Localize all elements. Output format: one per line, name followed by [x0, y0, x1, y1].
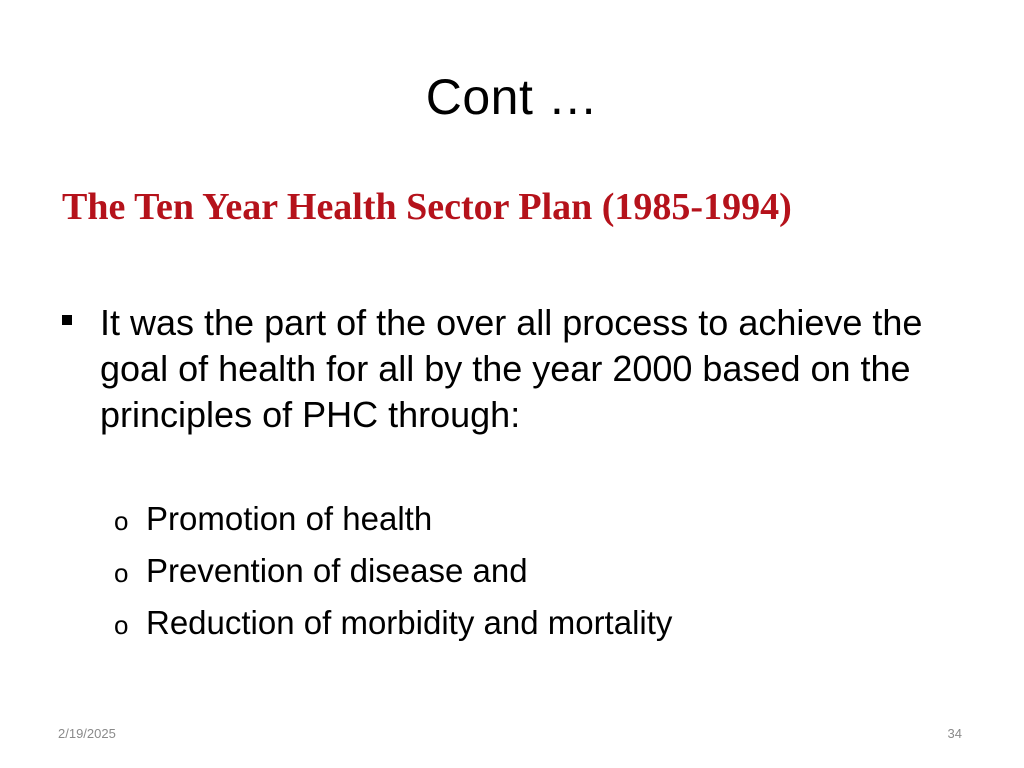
main-bullet-text: It was the part of the over all process to achieve the goal of health for all by the year 2000 based on the principles of PHC through: [100, 302, 923, 435]
sub-bullet-text: Prevention of disease and [146, 552, 528, 589]
square-bullet-icon [62, 315, 72, 325]
circle-bullet-icon: o [114, 506, 129, 536]
sub-bullet-item [114, 600, 914, 652]
footer-date: 2/19/2025 [58, 726, 116, 741]
sub-bullet-item [114, 548, 914, 600]
circle-bullet-icon: o [114, 558, 129, 588]
slide-title: Cont … [425, 69, 599, 125]
sub-bullet-text: Reduction of morbidity and mortality [146, 604, 673, 641]
sub-bullet-list [114, 496, 914, 652]
sub-bullet-item [114, 496, 914, 548]
slide-number: 34 [947, 726, 962, 741]
main-bullet-item [62, 300, 962, 438]
circle-bullet-icon: o [114, 610, 129, 640]
sub-bullet-text: Promotion of health [146, 500, 433, 537]
plan-subtitle: The Ten Year Health Sector Plan (1985-1994) [62, 186, 792, 228]
